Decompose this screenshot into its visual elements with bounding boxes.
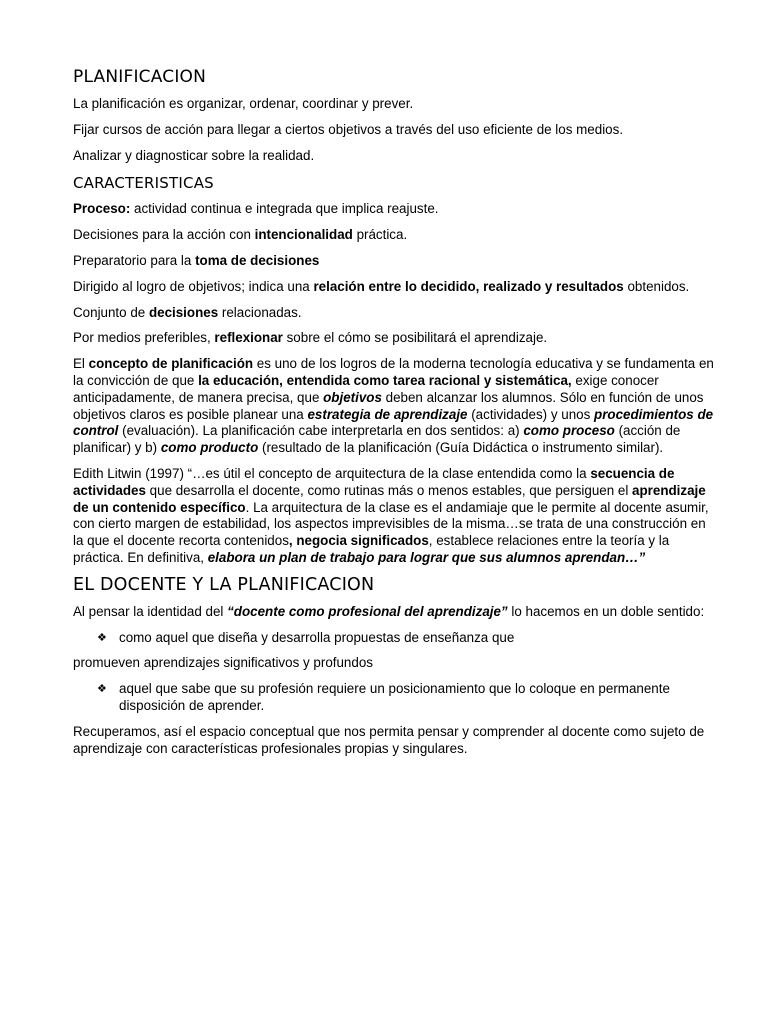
characteristic-item: Proceso: actividad continua e integrada que implica reajuste. <box>73 201 439 217</box>
list-continuation: promueven aprendizajes significativos y profundos <box>73 655 373 671</box>
docente-paragraph: Al pensar la identidad del “docente como profesional del aprendizaje” lo hacemos en un doble sentido: <box>73 603 705 619</box>
concepto-paragraph: El concepto de planificación es uno de los logros de la moderna tecnología educativa y se fundamenta en la convicción de que la educación, entendida como tarea racional y sistemática, exige conocer anticipadamente, de manera precisa, que objetivos deben alcanzar los alumnos. Sólo en función de unos objetivos claros es posible planear una estrategia de aprendizaje (actividades) y unos procedimientos de control (evaluación). La planificación cabe interpretarla en dos sentidos: a) como proceso (acción de planificar) y b) como producto (resultado de la planificación (Guía Didáctica o instrumento similar). <box>73 356 714 456</box>
characteristic-item: Dirigido al logro de objetivos; indica una relación entre lo decidido, realizado y resultados obtenidos. <box>73 278 690 294</box>
closing-paragraph: Recuperamos, así el espacio conceptual que nos permita pensar y comprender al docente como sujeto de aprendizaje con características profesionales propias y singulares. <box>73 723 705 756</box>
litwin-quote-paragraph: Edith Litwin (1997) “…es útil el concepto de arquitectura de la clase entendida como la secuencia de actividades que desarrolla el docente, como rutinas más o menos estables, que persiguen el aprendizaje de un contenido específico. La arquitectura de la clase es el andamiaje que le permite al docente asumir, con cierto margen de estabilidad, los aspectos imprevisibles de la misma…se trata de una construcción en la que el docente recorta contenidos, negocia significados, establece relaciones entre la teoría y la práctica. En definitiva, elabora un plan de trabajo para lograr que sus alumnos aprendan…” <box>73 465 709 565</box>
diamond-bullet-icon: ❖ <box>97 683 107 696</box>
page-title: PLANIFICACION <box>73 67 207 87</box>
list-item: ❖ aquel que sabe que su profesión requiere un posicionamiento que lo coloque en permanente disposición de aprender. <box>97 681 670 713</box>
list-item: ❖ como aquel que diseña y desarrolla propuestas de enseñanza que <box>97 629 515 645</box>
characteristic-item: Decisiones para la acción con intencionalidad práctica. <box>73 227 408 243</box>
intro-paragraph: Fijar cursos de acción para llegar a ciertos objetivos a través del uso eficiente de los medios. <box>73 121 624 137</box>
intro-paragraph: La planificación es organizar, ordenar, coordinar y prever. <box>73 96 414 111</box>
intro-paragraph: Analizar y diagnosticar sobre la realidad. <box>73 147 315 163</box>
section-heading-caracteristicas: CARACTERISTICAS <box>73 174 214 193</box>
section-heading-docente: EL DOCENTE Y LA PLANIFICACION <box>73 574 375 595</box>
characteristic-item: Por medios preferibles, reflexionar sobre el cómo se posibilitará el aprendizaje. <box>73 330 548 346</box>
characteristic-item: Conjunto de decisiones relacionadas. <box>73 304 302 320</box>
diamond-bullet-icon: ❖ <box>97 631 107 644</box>
document-page <box>73 66 715 766</box>
characteristic-item: Preparatorio para la toma de decisiones <box>73 252 320 268</box>
